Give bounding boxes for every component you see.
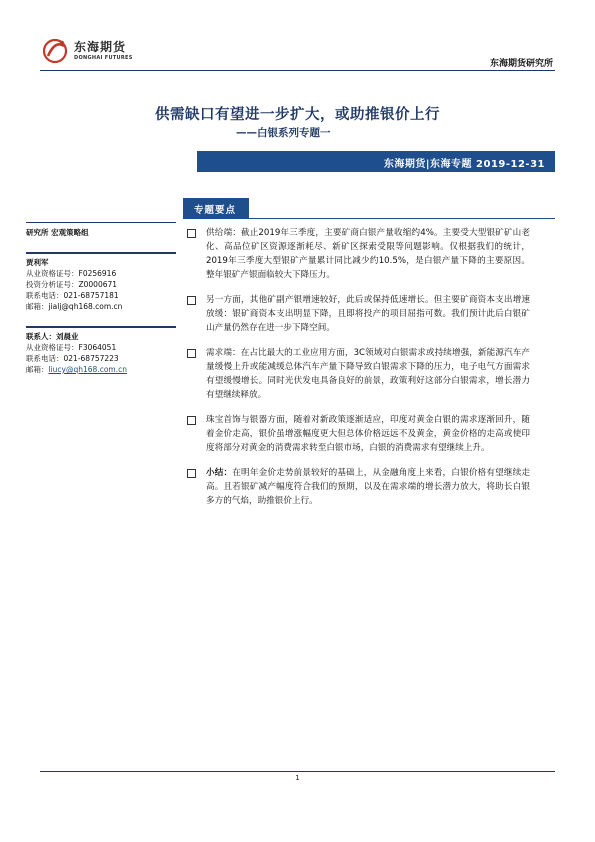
key-point [186, 293, 530, 335]
report-banner [197, 151, 555, 172]
key-point [186, 346, 530, 402]
section-divider [183, 218, 555, 219]
key-point [186, 466, 530, 508]
checkbox-bullet-icon [187, 229, 196, 238]
key-point [186, 226, 530, 282]
analyst-email: jialj@qh168.com.cn [48, 302, 123, 311]
sidebar-divider [26, 222, 176, 223]
footer-divider [40, 771, 555, 772]
analyst-name: 贾利军 [26, 258, 49, 267]
page-number: 1 [295, 774, 300, 782]
checkbox-bullet-icon [187, 469, 196, 478]
research-group: 研究所 宏观策略组 [26, 228, 89, 237]
analyst-sidebar [26, 222, 176, 375]
email-label: 邮箱： [26, 365, 49, 374]
point-text: 供给端：截止2019年三季度，主要矿商白银产量收缩约4%。主要受大型银矿矿山老化、高品位矿区资源逐渐耗尽、新矿区探索受限等问题影响。仅根据我们的统计，2019年三季度大型银矿产量累计同比减少约10.5%，是白银产量下降的主要原因。整年银矿产银面临较大下降压力。 [206, 228, 530, 280]
analyst-cert: 从业资格证号：F0256916 [26, 269, 117, 278]
checkbox-bullet-icon [187, 296, 196, 305]
report-subtitle: ——白银系列专题一 [236, 127, 331, 139]
analyst-advisor-cert: 投资分析证号：Z0000671 [26, 280, 118, 289]
point-text: 需求端：在占比最大的工业应用方面，3C领域对白银需求或持续增强，新能源汽车产量缓慢上升或能减缓总体汽车产量下降导致白银需求下降的压力，电子电气方面需求有望缓慢增长。同时光伏发电具备良好的前景，政策利好这部分白银需求，增长潜力有望继续释放。 [206, 348, 530, 400]
section-tag [183, 198, 249, 218]
key-point [186, 413, 530, 455]
contact-name: 联系人：刘晨业 [26, 332, 79, 341]
banner-text: 东海期货|东海专题 2019-12-31 [383, 159, 545, 170]
point-text: 珠宝首饰与银器方面，随着对新政策逐渐适应，印度对黄金白银的需求逐渐回升，随着金价走高，银价虽增涨幅度更大但总体价格远远不及黄金，黄金价格的走高或使印度将部分对黄金的消费需求转至白银市场，白银的消费需求有望继续上升。 [206, 415, 530, 453]
email-label: 邮箱： [26, 302, 49, 311]
donghai-logo [42, 36, 152, 68]
analyst-email-row [26, 301, 176, 312]
institute-name: 东海期货研究所 [489, 59, 553, 69]
analyst-phone: 联系电话：021-68757181 [26, 291, 119, 300]
sidebar-divider [26, 326, 176, 328]
logo-text-en: DONGHAI FUTURES [74, 55, 133, 61]
contact-cert: 从业资格证号：F3064051 [26, 343, 117, 352]
donghai-logo-icon [42, 36, 70, 66]
point-text: 在明年金价走势前景较好的基础上，从金融角度上来看，白银价格有望继续走高。且若银矿减产幅度符合我们的预期，以及在需求端的增长潜力放大，将助长白银多方的气焰，助推银价上行。 [206, 468, 530, 506]
header-divider [40, 70, 555, 71]
point-lead: 小结： [206, 468, 233, 478]
contact-email-link[interactable]: liucy@qh168.com.cn [48, 365, 127, 374]
checkbox-bullet-icon [187, 349, 196, 358]
section-tag-label: 专题要点 [194, 205, 237, 216]
sidebar-divider [26, 252, 176, 254]
checkbox-bullet-icon [187, 416, 196, 425]
contact-phone: 联系电话：021-68757223 [26, 354, 119, 363]
key-points-list [186, 226, 530, 519]
contact-email-row [26, 364, 176, 375]
report-title: 供需缺口有望进一步扩大，或助推银价上行 [155, 107, 440, 123]
logo-text-cn: 东海期货 [74, 40, 127, 54]
point-text: 另一方面，其他矿副产银增速较好，此后或保持低速增长。但主要矿商资本支出增速放缓：银矿商资本支出明显下降，且即将投产的项目屈指可数。我们预计此后白银矿山产量仍然存在进一步下降空间。 [206, 295, 530, 333]
